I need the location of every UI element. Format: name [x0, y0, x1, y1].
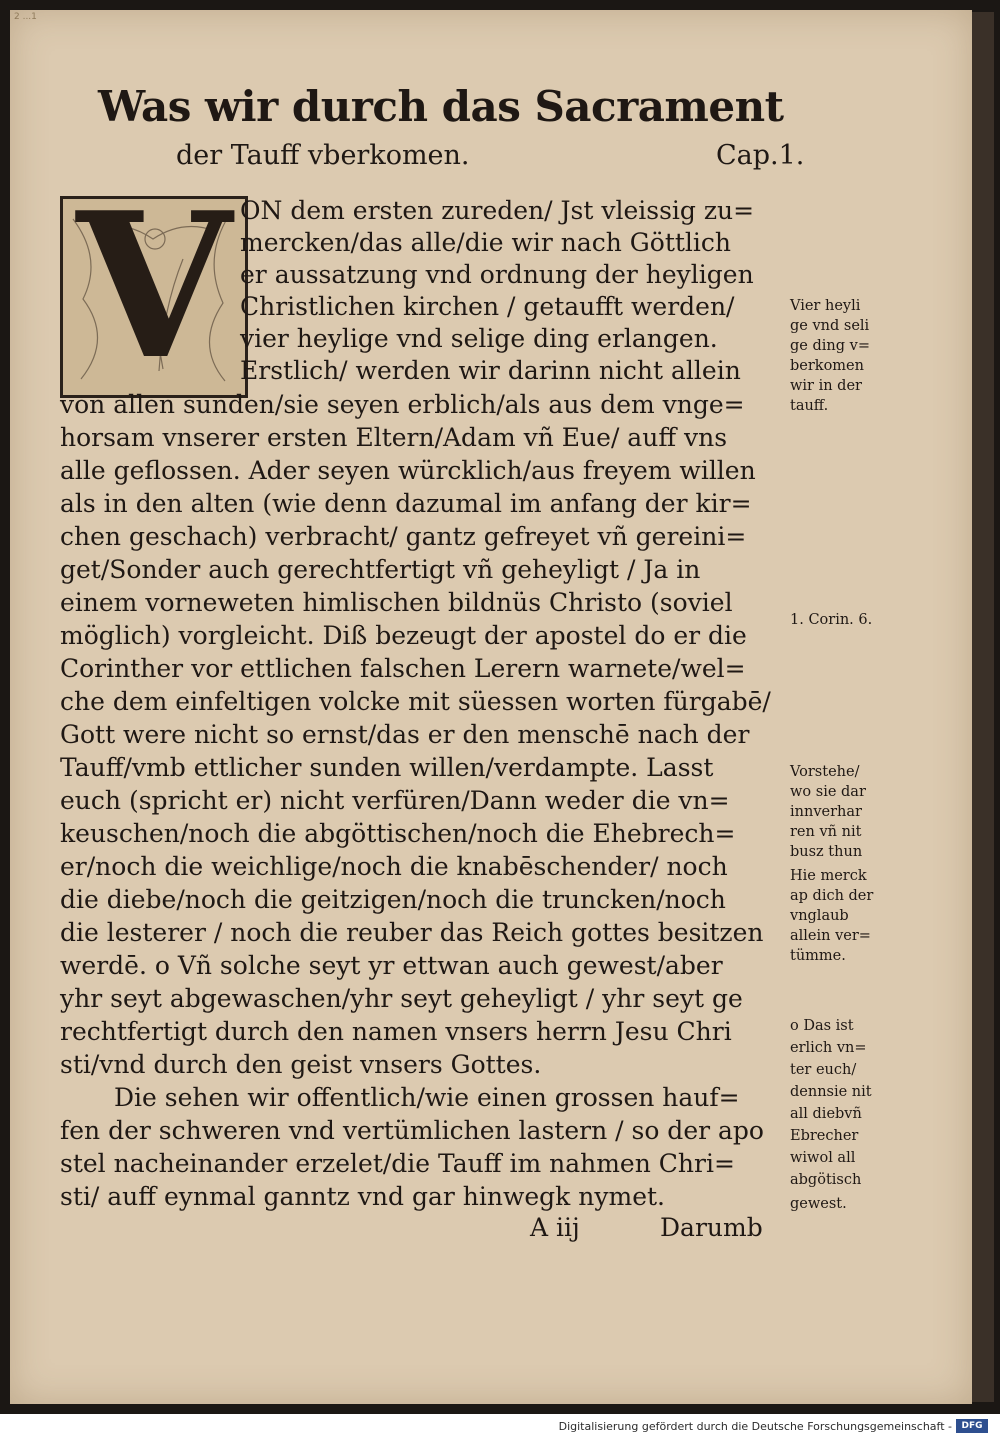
note-line: ge vnd seli	[790, 318, 870, 334]
text-line: alle geflossen. Ader seyen würcklich/aus freyem willen	[60, 456, 756, 485]
text-line: Die sehen wir offentlich/wie einen grossen hauf=	[114, 1083, 740, 1112]
text-line: fen der schweren vnd vertümlichen lastern / so der apo	[60, 1116, 764, 1145]
note-line: Ebrecher	[790, 1128, 859, 1144]
text-line: stel nacheinander erzelet/die Tauff im nahmen Chri=	[60, 1149, 735, 1178]
heading-line-2	[176, 140, 805, 171]
catchword: Darumb	[660, 1213, 763, 1242]
heading-line-1: Was wir durch das Sacrament	[98, 82, 784, 131]
decorated-initial	[60, 169, 248, 404]
note-line: erlich vn=	[790, 1040, 867, 1056]
text-line: Gott were nicht so ernst/das er den menschē nach der	[60, 720, 750, 749]
note-line: 1. Corin. 6.	[790, 612, 873, 628]
text-line: get/Sonder auch gerechtfertigt vñ geheyligt / Ja in	[60, 555, 701, 584]
note-line: berkomen	[790, 358, 864, 374]
signature-mark: A iij	[530, 1213, 580, 1242]
note-line: o Das ist	[790, 1018, 854, 1034]
note-line: Hie merck	[790, 868, 867, 884]
note-line: innverhar	[790, 804, 862, 820]
note-line: ren vñ nit	[790, 824, 862, 840]
note-line: wo sie dar	[790, 784, 866, 800]
note-line: wiwol all	[790, 1150, 856, 1166]
note-line: Vorstehe/	[790, 764, 860, 780]
text-line: mercken/das alle/die wir nach Göttlich	[240, 228, 732, 257]
text-line: werdē. o Vñ solche seyt yr ettwan auch gewest/aber	[60, 951, 723, 980]
text-line: möglich) vorgleicht. Diß bezeugt der apostel do er die	[60, 621, 747, 650]
note-line: ge ding v=	[790, 338, 870, 354]
heading-line-2-text: der Tauff vberkomen.	[176, 140, 470, 171]
note-line: abgötisch	[790, 1172, 862, 1188]
page-edge	[972, 12, 994, 1402]
funding-notice: Digitalisierung gefördert durch die Deutsche Forschungsgemeinschaft -	[558, 1420, 952, 1433]
note-line: ter euch/	[790, 1062, 857, 1078]
text-line: sti/vnd durch den geist vnsers Gottes.	[60, 1050, 542, 1079]
text-line: che dem einfeltigen volcke mit süessen worten fürgabē/	[60, 687, 771, 716]
note-line: tümme.	[790, 948, 846, 964]
book-page	[10, 10, 972, 1404]
text-line: er aussatzung vnd ordnung der heyligen	[240, 260, 754, 289]
text-line: horsam vnserer ersten Eltern/Adam vñ Eue/ auff vns	[60, 423, 728, 452]
note-line: tauff.	[790, 398, 829, 414]
note-line: wir in der	[790, 378, 862, 394]
text-line: yhr seyt abgewaschen/yhr seyt geheyligt / yhr seyt ge	[60, 984, 743, 1013]
note-line: ap dich der	[790, 888, 874, 904]
text-line: die diebe/noch die geitzigen/noch die truncken/noch	[60, 885, 726, 914]
text-line: von allen sunden/sie seyen erblich/als aus dem vnge=	[60, 390, 745, 419]
text-line: chen geschach) verbracht/ gantz gefreyet vñ gereini=	[60, 522, 747, 551]
note-line: allein ver=	[790, 928, 871, 944]
footer-bar	[0, 1414, 1000, 1438]
text-line: Erstlich/ werden wir darinn nicht allein	[240, 356, 741, 385]
text-line: die lesterer / noch die reuber das Reich gottes besitzen	[60, 918, 764, 947]
dfg-logo: DFG	[956, 1419, 988, 1433]
text-line: als in den alten (wie denn dazumal im anfang der kir=	[60, 489, 752, 518]
text-line: euch (spricht er) nicht verfüren/Dann weder die vn=	[60, 786, 730, 815]
note-line: gewest.	[790, 1196, 847, 1212]
chapter-number: Cap.1.	[716, 140, 805, 171]
text-line: rechtfertigt durch den namen vnsers herrn Jesu Chri	[60, 1017, 732, 1046]
text-line: einem vorneweten himlischen bildnüs Christo (soviel	[60, 588, 733, 617]
text-line: vier heylige vnd selige ding erlangen.	[240, 324, 718, 353]
note-line: all diebvñ	[790, 1106, 862, 1122]
text-line: Christlichen kirchen / getaufft werden/	[240, 292, 735, 321]
initial-letter: V	[76, 169, 232, 404]
note-line: dennsie nit	[790, 1084, 872, 1100]
corner-mark: 2 ...1	[14, 12, 37, 22]
note-line: vnglaub	[790, 908, 849, 924]
text-line: keuschen/noch die abgöttischen/noch die Ehebrech=	[60, 819, 736, 848]
text-line: Tauff/vmb ettlicher sunden willen/verdampte. Lasst	[60, 753, 714, 782]
text-line: ON dem ersten zureden/ Jst vleissig zu=	[240, 196, 755, 225]
text-line: er/noch die weichlige/noch die knabēschender/ noch	[60, 852, 728, 881]
note-line: Vier heyli	[790, 298, 861, 314]
text-line: sti/ auff eynmal ganntz vnd gar hinwegk nymet.	[60, 1182, 665, 1211]
text-line: Corinther vor ettlichen falschen Lerern warnete/wel=	[60, 654, 746, 683]
note-line: busz thun	[790, 844, 863, 860]
